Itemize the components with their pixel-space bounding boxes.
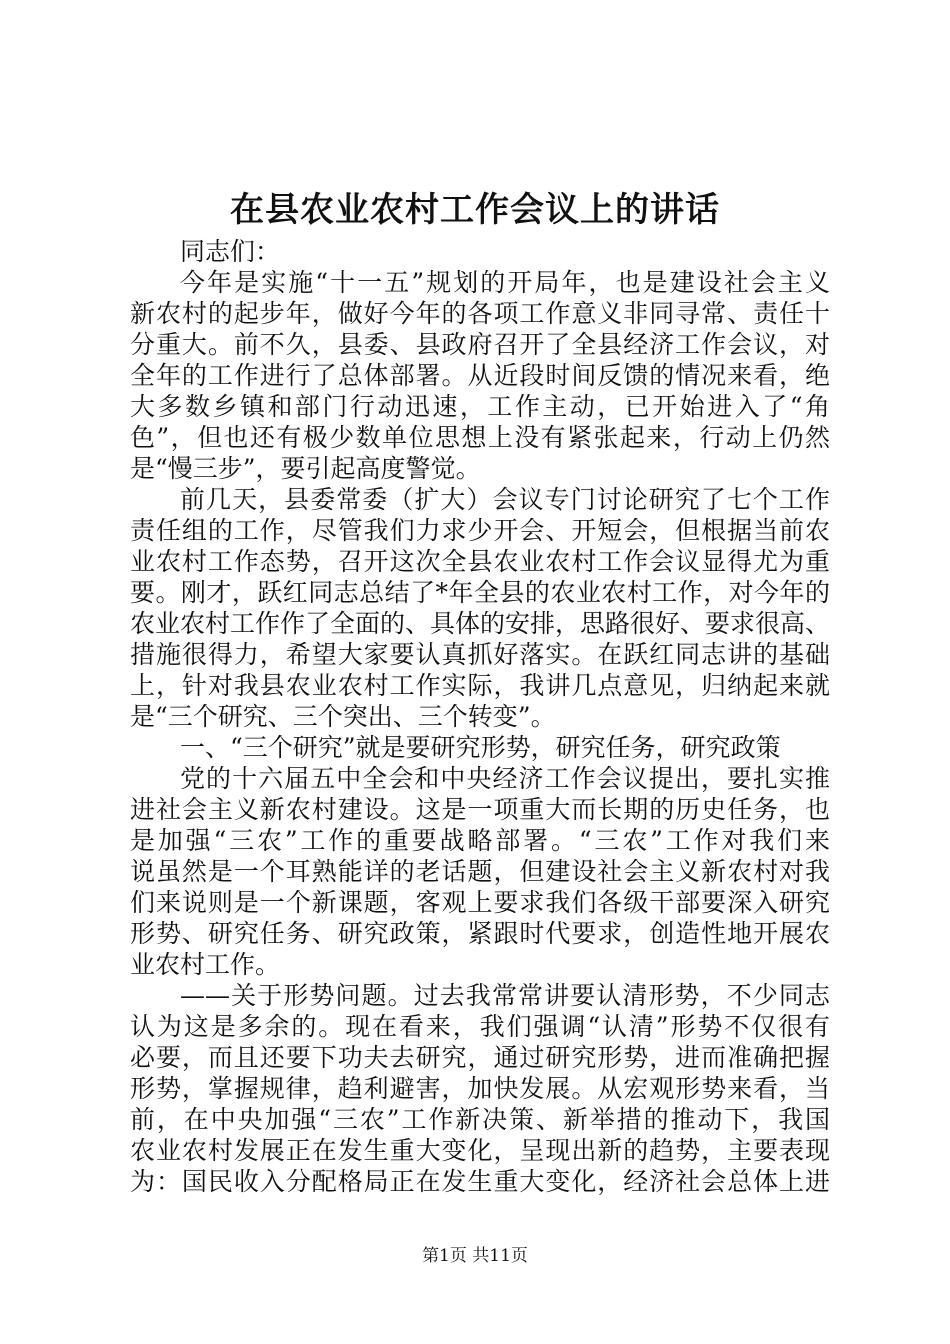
body-text-line: 们来说则是一个新课题，客观上要求我们各级干部要深入研究 xyxy=(130,888,830,917)
body-text-line: 党的十六届五中全会和中央经济工作会议提出，要扎实推 xyxy=(180,764,830,793)
body-text-line: 责任组的工作，尽管我们力求少开会、开短会，但根据当前农 xyxy=(130,516,830,545)
body-text-line: 进社会主义新农村建设。这是一项重大而长期的历史任务，也 xyxy=(130,795,830,824)
body-text-line: 分重大。前不久，县委、县政府召开了全县经济工作会议，对 xyxy=(130,330,830,359)
body-text-line: 前，在中央加强“三农”工作新决策、新举措的推动下，我国 xyxy=(130,1105,830,1134)
body-text-line: 是“慢三步”，要引起高度警觉。 xyxy=(130,454,481,483)
body-text-line: 形势，掌握规律，趋利避害，加快发展。从宏观形势来看，当 xyxy=(130,1074,830,1103)
body-text-line: 一、“三个研究”就是要研究形势，研究任务，研究政策 xyxy=(180,733,781,762)
body-text-line: 说虽然是一个耳熟能详的老话题，但建设社会主义新农村对我 xyxy=(130,857,830,886)
body-text-line: 同志们： xyxy=(180,237,281,266)
body-text-line: 必要，而且还要下功夫去研究，通过研究形势，进而准确把握 xyxy=(130,1043,830,1072)
body-text-line: 业农村工作。 xyxy=(130,950,281,979)
document-body xyxy=(130,236,830,1197)
body-text-line: 新农村的起步年，做好今年的各项工作意义非同寻常、责任十 xyxy=(130,299,830,328)
page-footer: 第1页 共11页 xyxy=(422,1246,528,1266)
body-text-line: 今年是实施“十一五”规划的开局年，也是建设社会主义 xyxy=(180,268,830,297)
body-text-line: ——关于形势问题。过去我常常讲要认清形势，不少同志 xyxy=(180,981,830,1010)
body-text-line: 形势、研究任务、研究政策，紧跟时代要求，创造性地开展农 xyxy=(130,919,830,948)
body-text-line: 农业农村工作作了全面的、具体的安排，思路很好、要求很高、 xyxy=(130,609,831,638)
body-text-line: 大多数乡镇和部门行动迅速，工作主动，已开始进入了“角 xyxy=(130,392,830,421)
body-text-line: 要。刚才，跃红同志总结了*年全县的农业农村工作，对今年的 xyxy=(130,578,830,607)
body-text-line: 是“三个研究、三个突出、三个转变”。 xyxy=(130,702,556,731)
body-text-line: 业农村工作态势，召开这次全县农业农村工作会议显得尤为重 xyxy=(130,547,830,576)
body-text-line: 全年的工作进行了总体部署。从近段时间反馈的情况来看，绝 xyxy=(130,361,830,390)
document-title: 在县农业农村工作会议上的讲话 xyxy=(230,190,720,230)
body-text-line: 认为这是多余的。现在看来，我们强调“认清”形势不仅很有 xyxy=(130,1012,830,1041)
body-text-line: 色”，但也还有极少数单位思想上没有紧张起来，行动上仍然 xyxy=(130,423,830,452)
body-text-line: 措施很得力，希望大家要认真抓好落实。在跃红同志讲的基础 xyxy=(130,640,830,669)
body-text-line: 农业农村发展正在发生重大变化，呈现出新的趋势，主要表现 xyxy=(130,1136,830,1165)
body-text-line: 是加强“三农”工作的重要战略部署。“三农”工作对我们来 xyxy=(130,826,830,855)
body-text-line: 上，针对我县农业农村工作实际，我讲几点意见，归纳起来就 xyxy=(130,671,830,700)
body-text-line: 为：国民收入分配格局正在发生重大变化，经济社会总体上进 xyxy=(130,1167,830,1196)
body-text-line: 前几天，县委常委（扩大）会议专门讨论研究了七个工作 xyxy=(180,485,830,514)
